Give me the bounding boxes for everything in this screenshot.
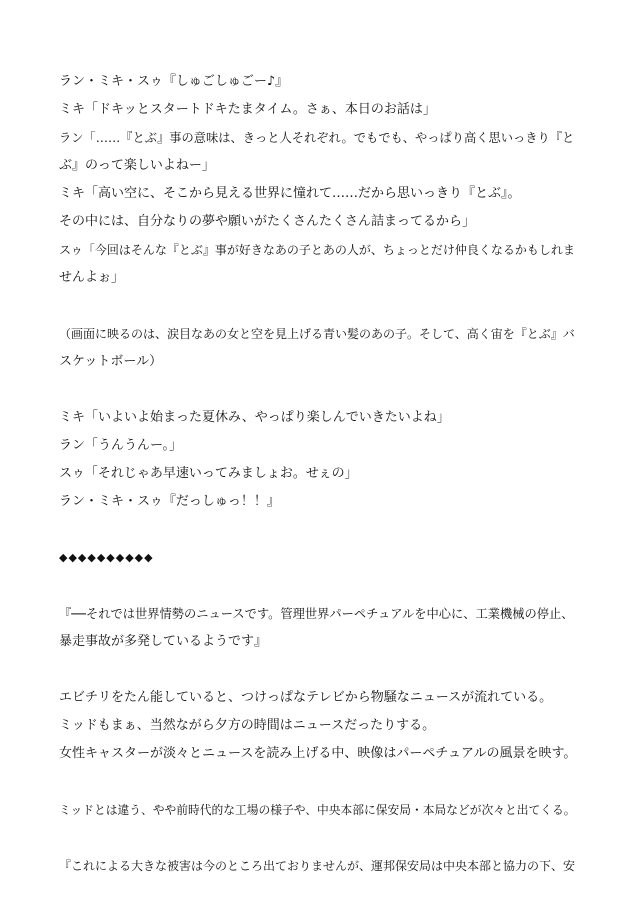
news-line: 『──それでは世界情勢のニュースです。管理世界パーペチュアルを中心に、工業機械の停止、 — [59, 607, 574, 621]
prose-line: ミッドもまぁ、当然ながら夕方の時間はニュースだったりする。 — [59, 718, 436, 733]
prose-line: ミッドとは違う、やや前時代的な工場の様子や、中央本部に保安局・本局などが次々と出てくる。 — [59, 803, 576, 817]
news-line: 暴走事故が多発しているようです』 — [59, 634, 268, 649]
dialogue-line: スゥ「それじゃあ早速いってみましょお。せぇの」 — [59, 466, 358, 481]
dialogue-line: ラン・ミキ・スゥ『だっしゅっ！！』 — [59, 494, 280, 509]
dialogue-line: ミキ「高い空に、そこから見える世界に憧れて……だから思いっきり『とぶ』。 — [59, 186, 521, 201]
section-separator: ◆◆◆◆◆◆◆◆◆◆ — [59, 551, 154, 564]
dialogue-line: ラン「うんうんー。」 — [59, 438, 182, 453]
dialogue-line: ラン「……『とぶ』事の意味は、きっと人それぞれ。でもでも、やっぱり高く思いっきり『と — [59, 131, 575, 145]
dialogue-line: ミキ「いよいよ始まった夏休み、やっぱり楽しんでいきたいよね」 — [59, 410, 450, 425]
dialogue-line: スゥ「今回はそんな『とぶ』事が好きなあの子とあの人が、ちょっとだけ仲良くなるかもしれま — [59, 243, 575, 257]
news-line: 『これによる大きな被害は今のところ出ておりませんが、運邦保安局は中央本部と協力の下、安 — [59, 859, 576, 873]
dialogue-line: ミキ「ドキッとスタートドキたまタイム。さぁ、本日のお話は」 — [59, 102, 436, 117]
narration-line: （画面に映るのは、涙目なあの女と空を見上げる青い髪のあの子。そして、高く宙を『とぶ』バ — [59, 327, 575, 341]
dialogue-line: ラン・ミキ・スゥ『しゅごしゅごー♪』 — [59, 74, 289, 89]
narration-line: スケットボール） — [59, 354, 163, 369]
dialogue-line: ぶ』のって楽しいよねー」 — [59, 158, 215, 173]
dialogue-line: その中には、自分なりの夢や願いがたくさんたくさん詰まってるから」 — [59, 214, 476, 229]
prose-line: エビチリをたん能していると、つけっぱなテレビから物騒なニュースが流れている。 — [59, 690, 553, 705]
prose-line: 女性キャスターが淡々とニュースを読み上げる中、映像はパーペチュアルの風景を映す。 — [59, 746, 577, 761]
dialogue-line: せんよぉ」 — [59, 270, 125, 285]
